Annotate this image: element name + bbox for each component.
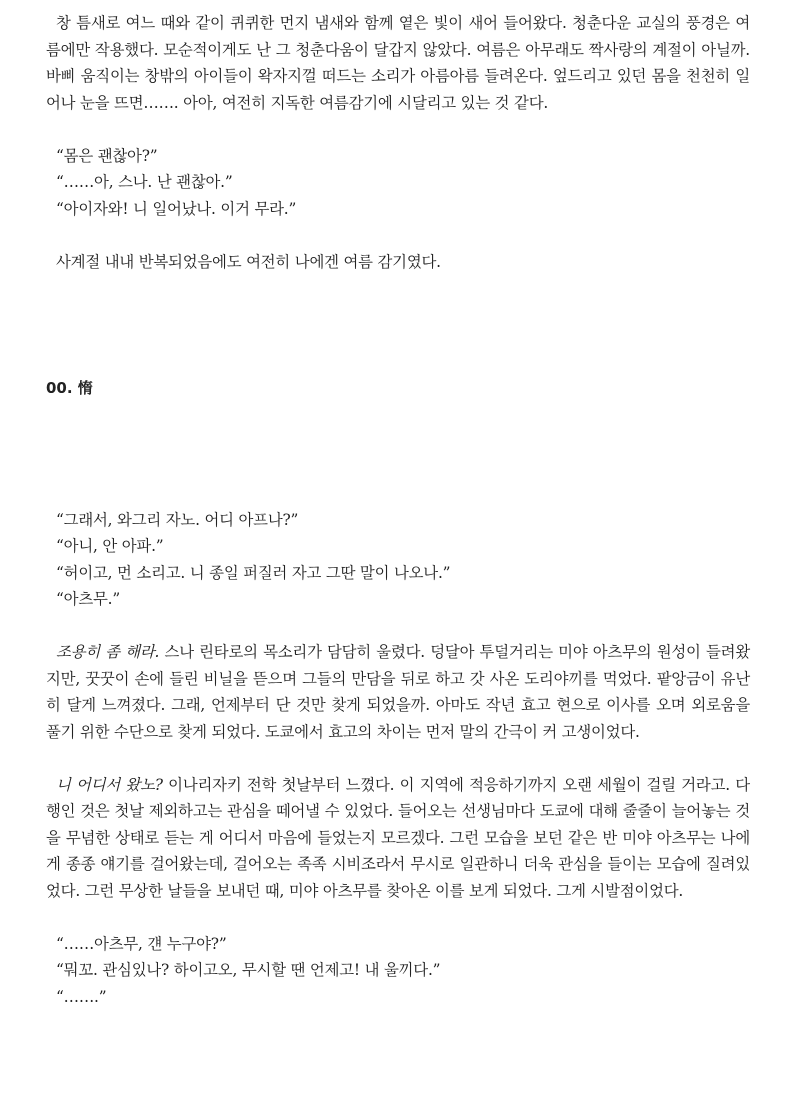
spacer bbox=[46, 275, 750, 375]
paragraph-narration-1 bbox=[46, 639, 750, 745]
dialogue-line: “…….” bbox=[56, 987, 107, 1006]
dialogue-line: “아니, 안 아파.” bbox=[56, 537, 164, 555]
spacer bbox=[46, 222, 750, 249]
paragraph-opening: 창 틈새로 여느 때와 같이 퀴퀴한 먼지 냄새와 함께 옅은 빛이 새어 들어왔다. 청춘다운 교실의 풍경은 여름에만 작용했다. 모순적이게도 난 그 청춘다움이 달갑지 않았다. 여름은 아무래도 짝사랑의 계절이 아닐까. 바삐 움직이는 창밖의 아이들이 왁자지껄 떠드는 소리가 아름아름 들려온다. 엎드리고 있던 몸을 천천히 일어나 눈을 뜨면……. 아아, 여전히 지독한 여름감기에 시달리고 있는 것 같다. bbox=[46, 14, 750, 112]
paragraph-narration-2 bbox=[46, 772, 750, 905]
spacer bbox=[46, 613, 750, 640]
dialogue-line: “그래서, 와그리 자노. 어디 아프나?” bbox=[56, 510, 299, 529]
dialogue-line: “허이고, 먼 소리고. 니 종일 퍼질러 자고 그딴 말이 나오나.” bbox=[56, 563, 451, 582]
dialogue-line: “아츠무.” bbox=[56, 590, 121, 608]
spacer bbox=[46, 116, 750, 143]
italic-phrase: 니 어디서 왔노? bbox=[56, 775, 163, 794]
spacer bbox=[46, 745, 750, 772]
document-page bbox=[46, 10, 750, 1010]
dialogue-line: “……아츠무, 걘 누구야?” bbox=[56, 934, 227, 953]
spacer bbox=[46, 904, 750, 931]
spacer bbox=[46, 402, 750, 507]
dialogue-line: “몸은 괜찮아?” bbox=[56, 146, 158, 165]
italic-phrase: 조용히 좀 해라. bbox=[56, 643, 160, 661]
dialogue-line: “뭐꼬. 관심있나? 하이고오, 무시할 땐 언제고! 내 울끼다.” bbox=[56, 961, 441, 979]
chapter-heading: 00. 惰 bbox=[46, 379, 93, 397]
dialogue-line: “……아, 스나. 난 괜찮아.” bbox=[56, 173, 233, 191]
paragraph-summary: 사계절 내내 반복되었음에도 여전히 나에겐 여름 감기였다. bbox=[56, 252, 441, 271]
paragraph-text: 스나 린타로의 목소리가 담담히 울렸다. 덩달아 투덜거리는 미야 아츠무의 원성이 들려왔지만, 꿋꿋이 손에 들린 비닐을 뜯으며 그들의 만담을 뒤로 하고 갓 사온 도리야끼를 먹었다. 팥앙금이 유난히 달게 느껴졌다. 그래, 언제부터 단 것만 찾게 되었을까. 아마도 작년 효고 현으로 이사를 오며 외로움을 풀기 위한 수단으로 찾게 되었다. 도쿄에서 효고의 차이는 먼저 말의 간극이 커 고생이었다. bbox=[46, 643, 750, 741]
dialogue-line: “아이자와! 니 일어났나. 이거 무라.” bbox=[56, 199, 297, 218]
paragraph-text: 이나리자키 전학 첫날부터 느꼈다. 이 지역에 적응하기까지 오랜 세월이 걸릴 거라고. 다행인 것은 첫날 제외하고는 관심을 떼어낼 수 있었다. 들어오는 선생님마다 도쿄에 대해 줄줄이 늘어놓는 것을 무념한 상태로 듣는 게 어디서 마음에 들었는지 모르겠다. 그런 모습을 보던 같은 반 미야 아츠무는 나에게 종종 얘기를 걸어왔는데, 걸어오는 족족 시비조라서 무시로 일관하니 더욱 관심을 들이는 모습에 질려있었다. 그런 무상한 날들을 보내던 때, 미야 아츠무를 찾아온 이를 보게 되었다. 그게 시발점이었다. bbox=[46, 775, 750, 900]
